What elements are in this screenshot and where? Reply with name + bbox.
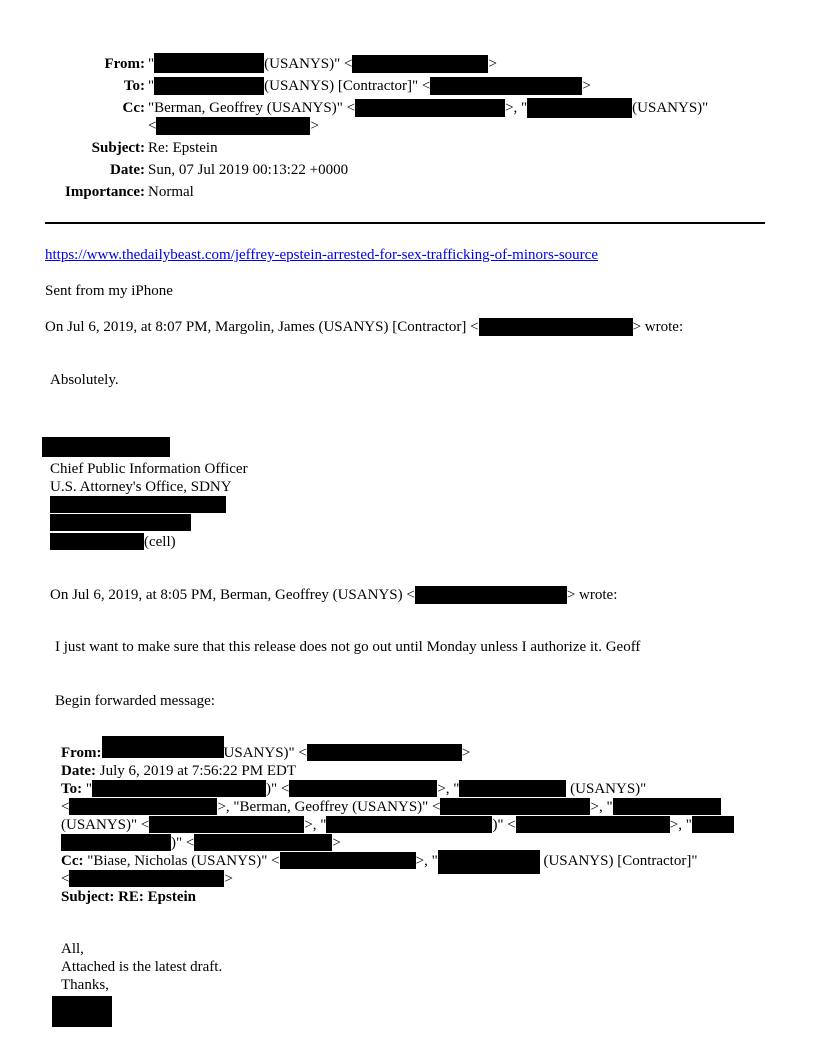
redaction-fwd-signature: [52, 996, 112, 1027]
signature-cell: (cell): [50, 533, 176, 551]
redaction: [440, 798, 590, 815]
fwd-to-field-line2: < >, "Berman, Geoffrey (USANYS)" < >, ": [61, 798, 721, 816]
signature-title: Chief Public Information Officer: [50, 461, 248, 477]
date-label: Date:: [110, 162, 145, 178]
fwd-msg-body: Attached is the latest draft.: [61, 959, 223, 975]
redaction: [355, 99, 505, 117]
subject-value: Re: Epstein: [148, 140, 218, 156]
redaction: [50, 533, 144, 550]
signature-office: U.S. Attorney's Office, SDNY: [50, 479, 232, 495]
redaction: [194, 834, 332, 851]
redaction: [430, 77, 582, 95]
redaction: [527, 98, 632, 118]
importance-label: Importance:: [65, 184, 145, 200]
redaction: [69, 798, 217, 815]
fwd-subject-field: Subject: RE: Epstein: [61, 889, 197, 905]
to-field: " (USANYS) [Contractor]" < >: [148, 78, 591, 94]
redaction: [326, 816, 492, 833]
fwd-date-field: Date: July 6, 2019 at 7:56:22 PM EDT: [61, 763, 296, 779]
reply-header-margolin: On Jul 6, 2019, at 8:07 PM, Margolin, James (USANYS) [Contractor] < > wrote:: [45, 319, 684, 335]
fwd-to-field-line4: )" < >: [61, 834, 341, 852]
from-field: " (USANYS)" < >: [148, 55, 497, 73]
subject-label: Subject:: [91, 140, 145, 156]
redaction-signature-line: [50, 514, 191, 531]
redaction: [352, 55, 488, 73]
redaction: [102, 736, 224, 758]
redaction-signature-name: [42, 437, 170, 457]
redaction: [92, 780, 266, 797]
reply-absolutely: Absolutely.: [50, 372, 119, 388]
fwd-msg-closing: Thanks,: [61, 977, 109, 993]
redaction: [289, 780, 437, 797]
begin-forwarded: Begin forwarded message:: [55, 693, 215, 709]
redaction: [154, 53, 264, 73]
berman-message: I just want to make sure that this release does not go out until Monday unless I authorize it. Geoff: [55, 639, 641, 655]
redaction: [156, 117, 310, 135]
redaction: [479, 318, 633, 336]
redaction: [69, 870, 224, 887]
fwd-from-field: From: USANYS)" < >: [61, 744, 470, 762]
fwd-to-field: To: " )" < >, " (USANYS)": [61, 781, 647, 797]
redaction: [149, 816, 304, 833]
cc-label: Cc:: [122, 100, 145, 116]
redaction: [307, 744, 462, 761]
date-value: Sun, 07 Jul 2019 00:13:22 +0000: [148, 162, 349, 178]
article-link[interactable]: https://www.thedailybeast.com/jeffrey-epstein-arrested-for-sex-trafficking-of-minors-source: [45, 247, 598, 263]
fwd-cc-field: Cc: "Biase, Nicholas (USANYS)" < >, " (USANYS) [Contractor]": [61, 852, 697, 874]
redaction: [692, 816, 734, 833]
cc-field: "Berman, Geoffrey (USANYS)" < >, " (USANYS)": [148, 100, 709, 116]
header-divider: [45, 222, 765, 224]
from-label: From:: [104, 56, 145, 72]
to-label: To:: [123, 78, 145, 94]
redaction: [516, 816, 670, 833]
sent-from-line: Sent from my iPhone: [45, 283, 173, 299]
importance-value: Normal: [148, 184, 194, 200]
redaction: [280, 852, 416, 869]
redaction: [61, 834, 171, 851]
fwd-msg-greeting: All,: [61, 941, 84, 957]
redaction: [438, 850, 540, 874]
cc-field-line2: < >: [148, 118, 319, 134]
redaction: [154, 77, 264, 95]
fwd-cc-field-line2: < >: [61, 871, 233, 887]
redaction: [459, 780, 566, 797]
redaction: [613, 798, 721, 815]
fwd-to-field-line3: (USANYS)" < >, " )" < >, ": [61, 816, 734, 834]
redaction: [415, 586, 567, 604]
reply-header-berman: On Jul 6, 2019, at 8:05 PM, Berman, Geoffrey (USANYS) < > wrote:: [50, 587, 618, 603]
redaction-signature-line: [50, 496, 226, 513]
